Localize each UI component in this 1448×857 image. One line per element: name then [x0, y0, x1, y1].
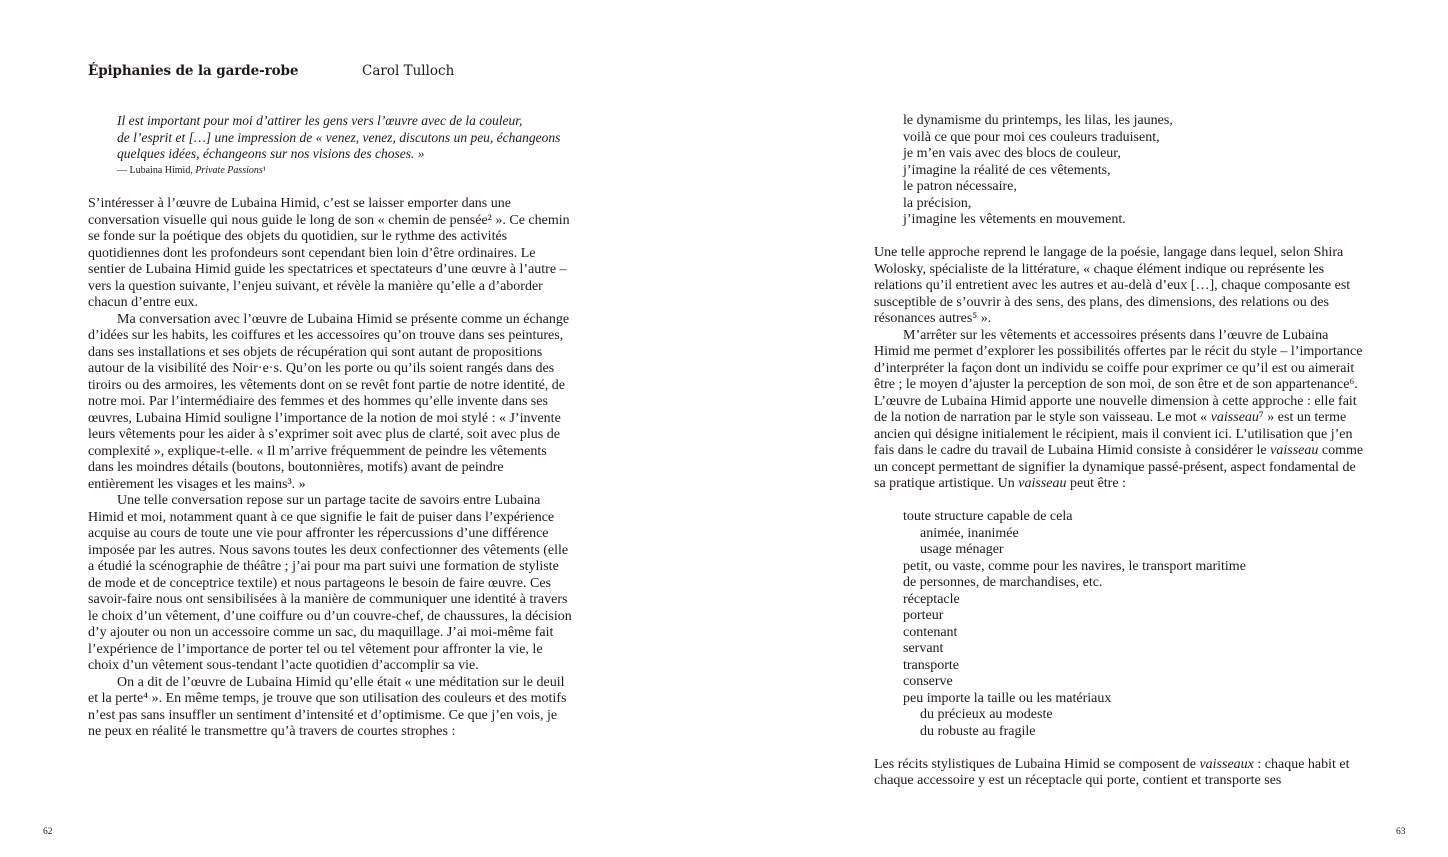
right-column — [874, 113, 1364, 790]
list-item: petit, ou vaste, comme pour les navires, le transport maritime — [903, 558, 1246, 574]
epigraph-attribution — [117, 164, 587, 177]
list-item: animée, inanimée — [920, 525, 1019, 541]
text-run-italic: vaisseau — [1270, 443, 1319, 458]
list-item: peu importe la taille ou les matériaux — [903, 690, 1112, 706]
list-item: servant — [903, 641, 944, 656]
epigraph-line: quelques idées, échangeons sur nos visions des choses. » — [117, 146, 425, 161]
list-item: réceptacle — [903, 591, 960, 607]
poem-stanza — [874, 113, 1364, 229]
text-run: comme un concept permettant de signifier la dynamique passé-présent, aspect fondamental de sa pratique artistique. Un — [874, 443, 1364, 491]
paragraph — [874, 757, 1364, 790]
chapter-title: Épiphanies de la garde-robe — [88, 63, 299, 79]
attribution-note: ¹ — [262, 164, 266, 176]
poem-line: le patron nécessaire, — [903, 179, 1017, 194]
poem-line: j’imagine les vêtements en mouvement. — [903, 212, 1126, 227]
text-run-italic: vaisseau — [1210, 410, 1259, 425]
epigraph-line: Il est important pour moi d’attirer les gens vers l’œuvre avec de la couleur, — [117, 113, 523, 128]
poem-line: j’imagine la réalité de ces vêtements, — [903, 162, 1111, 178]
poem-line: le dynamisme du printemps, les lilas, les jaunes, — [903, 113, 1173, 128]
text-run-italic: vaisseau — [1018, 476, 1067, 491]
page-number-left: 62 — [43, 827, 53, 837]
list-item: contenant — [903, 624, 958, 640]
poem-line: la précision, — [903, 195, 972, 211]
list-item: toute structure capable de cela — [903, 509, 1073, 524]
text-run: ⁷ » est un terme ancien qui désigne initialement le récipient, mais il convient ici. L’utilisation que j’en fais dans le cadre du travail de Lubaina Himid consiste à considérer le — [874, 410, 1353, 458]
paragraph: Une telle conversation repose sur un partage tacite de savoirs entre Lubaina Himid et moi, notamment quant à ce que signifie le fait de puiser dans l’expérience acquise au cours de toute une vie pour affronter les répercussions d’une différence imposée par les autres. Nous savons toutes les deux confectionner des vêtements (elle a étudié la scénographie de théâtre ; j’ai pour ma part suivi une formation de styliste de mode et de conceptrice textile) et nous partageons le besoin de faire œuvre. Ces savoir-faire nous ont sensibilisées à la manière de communiquer une identité à travers le choix d’un vêtement, d’une coiffure ou d’un couvre-chef, de chaussures, la décision d’y ajouter ou non un accessoire comme un sac, du maquillage. J’ai moi-même fait l’expérience de l’importance de porter tel ou tel vêtement pour affronter la vie, le choix d’un vêtement sous-tendant l’acte quotidien d’accomplir sa vie. — [88, 493, 572, 673]
epigraph — [117, 113, 587, 177]
page-number-right: 63 — [1396, 827, 1406, 837]
list-item: porteur — [903, 608, 944, 623]
paragraph: Une telle approche reprend le langage de la poésie, langage dans lequel, selon Shira Wolosky, spécialiste de la littérature, « chaque élément indique ou représente les relations qu’il entretient avec les autres et au-delà d’eux […], chaque composante est susceptible de s’ouvrir à des sens, des plans, des dimensions, des relations ou des résonances autres⁵ ». — [874, 245, 1351, 326]
list-item: conserve — [903, 674, 953, 689]
attribution-prefix: — Lubaina Himid, — [117, 164, 196, 176]
attribution-work: Private Passions — [195, 164, 263, 176]
list-item: du précieux au modeste — [920, 707, 1053, 722]
poem-line: je m’en vais avec des blocs de couleur, — [903, 146, 1121, 161]
paragraph: Ma conversation avec l’œuvre de Lubaina Himid se présente comme un échange d’idées sur les habits, les coiffures et les accessoires qu’on trouve dans ses peintures, dans ses installations et ses objets de récupération qui sont autant de propositions autour de la visibilité des Noir·e·s. Qu’on les porte ou qu’ils soient rangés dans des tiroirs ou des armoires, les vêtements dont on se revêt font partie de notre identité, de notre moi. Par l’intermédiaire des femmes et des hommes qu’elle invente dans ses œuvres, Lubaina Himid souligne l’importance de la notion de moi stylé : « J’invente leurs vêtements pour les aider à s’exprimer soit avec plus de clarté, soit avec plus de complexité », explique-t-elle. « Il m’arrive fréquemment de peindre les vêtements dans les moindres détails (boutons, boutonnières, motifs) avant de peindre entièrement les visages et les mains³. » — [88, 311, 570, 492]
left-column — [88, 196, 572, 741]
paragraph: On a dit de l’œuvre de Lubaina Himid qu’elle était « une méditation sur le deuil et la perte⁴ ». En même temps, je trouve que son utilisation des couleurs et des motifs n’est pas sans insuffler un sentiment d’intensité et d’optimisme. Ce que j’en vois, je ne peux en réalité le transmettre qu’à travers de courtes strophes : — [88, 674, 567, 739]
text-run: peut être : — [1066, 476, 1126, 491]
paragraph — [874, 328, 1364, 493]
vessel-list — [874, 509, 1364, 740]
list-item: du robuste au fragile — [920, 723, 1036, 739]
list-item: transporte — [903, 657, 959, 673]
text-run: : chaque habit et chaque accessoire y est un réceptacle qui porte, contient et transporte ses — [874, 756, 1350, 788]
text-run-italic: vaisseaux — [1199, 756, 1254, 772]
poem-line: voilà ce que pour moi ces couleurs traduisent, — [903, 129, 1160, 145]
epigraph-line: de l’esprit et […] une impression de « venez, venez, discutons un peu, échangeons — [117, 129, 561, 145]
author-name: Carol Tulloch — [362, 63, 455, 79]
paragraph: S’intéresser à l’œuvre de Lubaina Himid, c’est se laisser emporter dans une conversation visuelle qui nous guide le long de son « chemin de pensée² ». Ce chemin se fonde sur la poétique des objets du quotidien, sur le rythme des activités quotidiennes dont les profondeurs sont cependant bien loin d’être ordinaires. Le sentier de Lubaina Himid guide les spectatrices et spectateurs d’une œuvre à l’autre – vers la question suivante, l’enjeu suivant, et révèle la manière qu’elle a d’aborder chacun d’entre eux. — [88, 196, 570, 310]
list-item: de personnes, de marchandises, etc. — [903, 575, 1103, 590]
list-item: usage ménager — [920, 542, 1004, 557]
text-run: M’arrêter sur les vêtements et accessoires présents dans l’œuvre de Lubaina Himid me permet d’explorer les possibilités offertes par le récit du style – l’importance d’interpréter la façon dont un individu se coiffe pour exprimer ce qu’il est ou aimerait être ; le moyen d’ajuster la perception de son moi, de son être et de son appartenance⁶. L’œuvre de Lubaina Himid apporte une nouvelle dimension à cette approche : elle fait de la notion de narration par le style son vaisseau. Le mot « — [874, 327, 1363, 425]
text-run: Les récits stylistiques de Lubaina Himid se composent de — [874, 756, 1200, 772]
